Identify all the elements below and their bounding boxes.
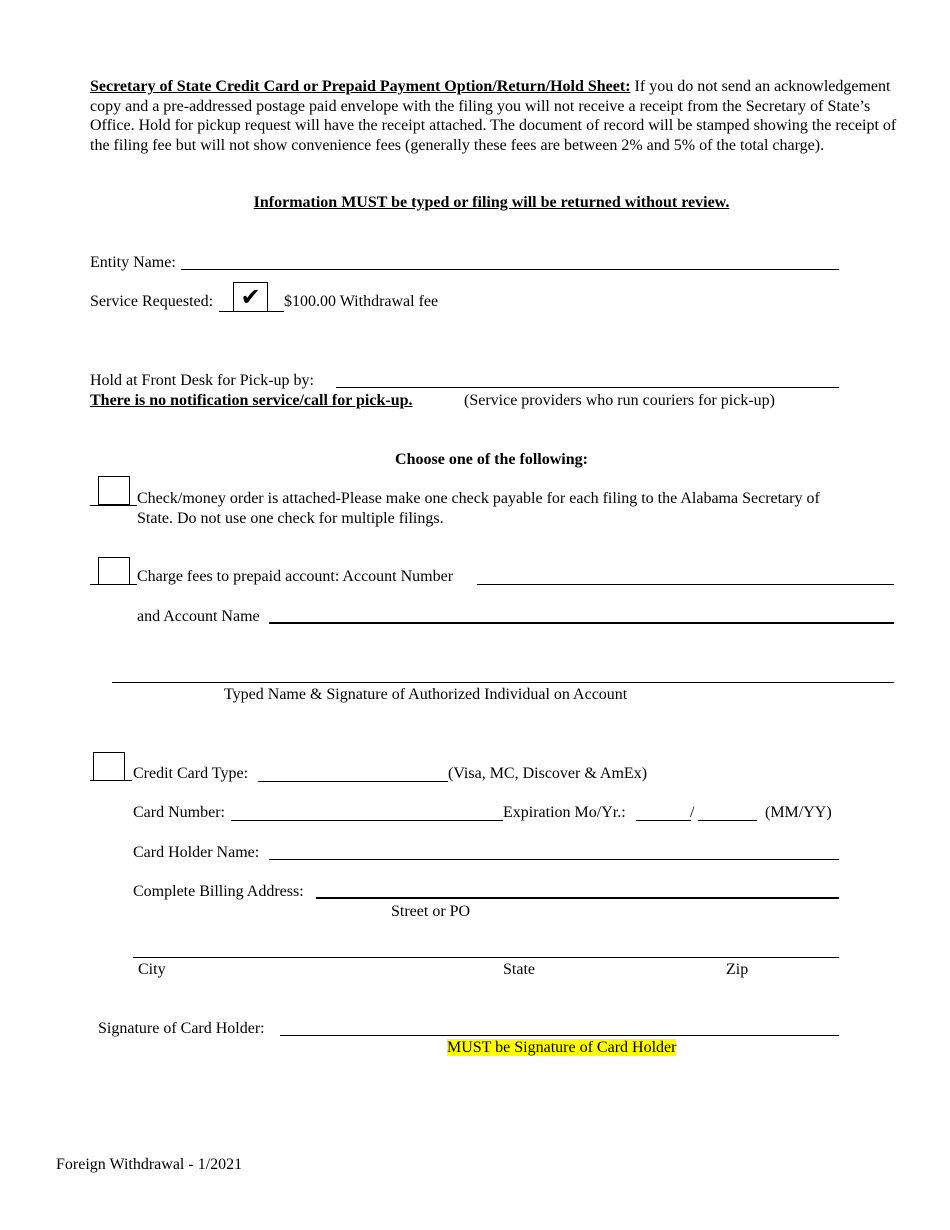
card-holder-signature-field[interactable] (280, 1035, 839, 1036)
city-caption: City (138, 961, 166, 978)
service-providers-text: (Service providers who run couriers for pick-up) (464, 392, 776, 409)
check-option-checkbox[interactable] (98, 476, 130, 505)
account-name-field[interactable] (269, 622, 894, 624)
typed-notice: Information MUST be typed or filing will be returned without review. (253, 194, 730, 211)
prepaid-label: Charge fees to prepaid account: Account Number (137, 568, 454, 585)
entity-name-label: Entity Name: (90, 254, 176, 271)
service-requested-label: Service Requested: (90, 293, 214, 310)
check-option-line2: State. Do not use one check for multiple filings. (137, 510, 444, 527)
signature-note (447, 1038, 676, 1058)
card-holder-signature-label: Signature of Card Holder: (98, 1020, 265, 1037)
card-type-label: Credit Card Type: (133, 765, 249, 782)
authorized-signature-caption: Typed Name & Signature of Authorized Individual on Account (224, 686, 628, 703)
footer-form-id: Foreign Withdrawal - 1/2021 (56, 1156, 243, 1173)
card-type-hint: (Visa, MC, Discover & AmEx) (448, 765, 648, 782)
credit-card-checkbox[interactable] (93, 752, 125, 781)
hold-label: Hold at Front Desk for Pick-up by: (90, 372, 314, 389)
card-number-field[interactable] (231, 820, 503, 821)
service-checkbox[interactable] (233, 282, 268, 312)
zip-caption: Zip (726, 961, 749, 978)
intro-text: If you do not send an acknowledgement copy and a pre-addressed postage paid envelope with the filing you will not receive a receipt from the Secretary of State’s Office. Hold for pickup request will have the receipt attached. The document of record will be stamped showing the receipt of the filing fee but will not show convenience fees (generally these fees are between 2% and 5% of the total charge). (90, 78, 897, 154)
billing-street-field[interactable] (316, 897, 839, 899)
choose-heading: Choose one of the following: (395, 451, 588, 468)
expiration-label: Expiration Mo/Yr.: (503, 804, 626, 821)
expiration-year-field[interactable] (698, 820, 757, 821)
check-mark-icon: ✔ (240, 283, 261, 311)
expiration-month-field[interactable] (636, 820, 691, 821)
intro-heading: Secretary of State Credit Card or Prepaid Payment Option/Return/Hold Sheet: (90, 78, 631, 95)
account-number-field[interactable] (477, 584, 894, 585)
signature-note-text: MUST be Signature of Card Holder (447, 1039, 677, 1056)
card-number-label: Card Number: (133, 804, 225, 821)
hold-pickup-field[interactable] (336, 387, 839, 388)
withdrawal-fee: $100.00 Withdrawal fee (284, 293, 439, 310)
expiration-slash: / (690, 804, 695, 821)
no-notification-text: There is no notification service/call for pick-up. (90, 392, 413, 409)
street-caption: Street or PO (391, 903, 471, 920)
card-holder-label: Card Holder Name: (133, 844, 260, 861)
authorized-signature-field[interactable] (112, 682, 894, 683)
account-name-label: and Account Name (137, 608, 260, 625)
prepaid-checkbox[interactable] (98, 557, 130, 585)
card-holder-field[interactable] (269, 859, 839, 860)
state-caption: State (503, 961, 535, 978)
intro-paragraph (90, 77, 910, 155)
entity-name-field[interactable] (181, 269, 839, 270)
check-option-line1: Check/money order is attached-Please make one check payable for each filing to the Alabama Secretary of (137, 490, 820, 507)
check-option-underline (90, 505, 137, 506)
city-state-zip-field[interactable] (133, 957, 839, 958)
billing-address-label: Complete Billing Address: (133, 883, 304, 900)
expiration-format: (MM/YY) (765, 804, 832, 821)
card-type-field[interactable] (258, 781, 448, 782)
